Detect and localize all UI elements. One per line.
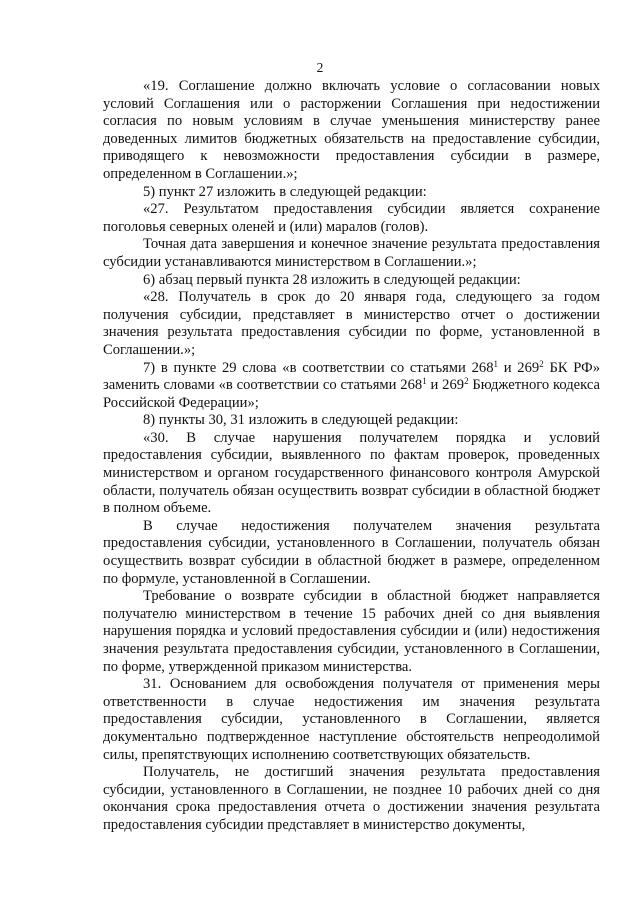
document-body: [103, 78, 600, 835]
paragraph-30: «30. В случае нарушения получателем порядка и условий предоставления субсидии, выявленного по фактам проверок, проведенных министерством и органом государственного финансового контроля Амурской области, получатель обязан осуществить возврат субсидии в областной бюджет в полном объеме.: [103, 429, 600, 517]
paragraph-27: «27. Результатом предоставления субсидии является сохранение поголовья северных оленей и (или) маралов (голов).: [103, 201, 600, 235]
page-number: 2: [316, 60, 324, 75]
paragraph-item-5: 5) пункт 27 изложить в следующей редакции:: [143, 183, 427, 200]
paragraph-27-date: Точная дата завершения и конечное значение результата предоставления субсидии устанавливаются министерством в Соглашении.»;: [103, 236, 600, 270]
paragraph-item-8: 8) пункты 30, 31 изложить в следующей редакции:: [143, 412, 459, 429]
paragraph-31-recipient: Получатель, не достигший значения результата предоставления субсидии, установленного в Соглашении, не позднее 10 рабочих дней со дня окончания срока предоставления отчета о достижении значения результата предоставления субсидии представляет в министерство документы,: [103, 764, 600, 833]
paragraph-30-requirement: Требование о возврате субсидии в областной бюджет направляется получателю министерством в течение 15 рабочих дней со дня выявления нарушения порядка и условий предоставления субсидии и (или) недостижения значения результата предоставления субсидии, установленного в Соглашении, по форме, утвержденной приказом министерства.: [103, 588, 600, 675]
paragraph-28: «28. Получатель в срок до 20 января года, следующего за годом получения субсидии, представляет в министерство отчет о достижении значения результата предоставления субсидии по форме, установленной в Соглашении.»;: [103, 289, 600, 358]
paragraph-19: «19. Соглашение должно включать условие о согласовании новых условий Соглашения или о расторжении Соглашения при недостижении согласия по новым условиям в случае уменьшения министерству ранее доведенных лимитов бюджетных обязательств на предоставление субсидии, приводящего к невозможности предоставления субсидии в размере, определенном в Соглашении.»;: [103, 78, 600, 182]
paragraph-30-shortfall: В случае недостижения получателем значения результата предоставления субсидии, установленного в Соглашении, получатель обязан осуществить возврат субсидии в областной бюджет в размере, определенном по формуле, установленной в Соглашении.: [103, 517, 600, 587]
paragraph-item-6: 6) абзац первый пункта 28 изложить в следующей редакции:: [143, 271, 521, 288]
paragraph-31: 31. Основанием для освобождения получателя от применения меры ответственности в случае недостижения им значения результата предоставления субсидии, установленного в Соглашении, является документально подтвержденное наступление обстоятельств непреодолимой силы, препятствующих исполнению соответствующих обязательств.: [103, 676, 600, 763]
paragraph-item-7: 7) в пункте 29 слова «в соответствии со статьями $268^1$ и $269^2$ БК РФ» заменить словами «в соответствии со статьями $268^1$ и $269^2$ Бюджетного кодекса Российской Федерации»;: [103, 358, 601, 411]
